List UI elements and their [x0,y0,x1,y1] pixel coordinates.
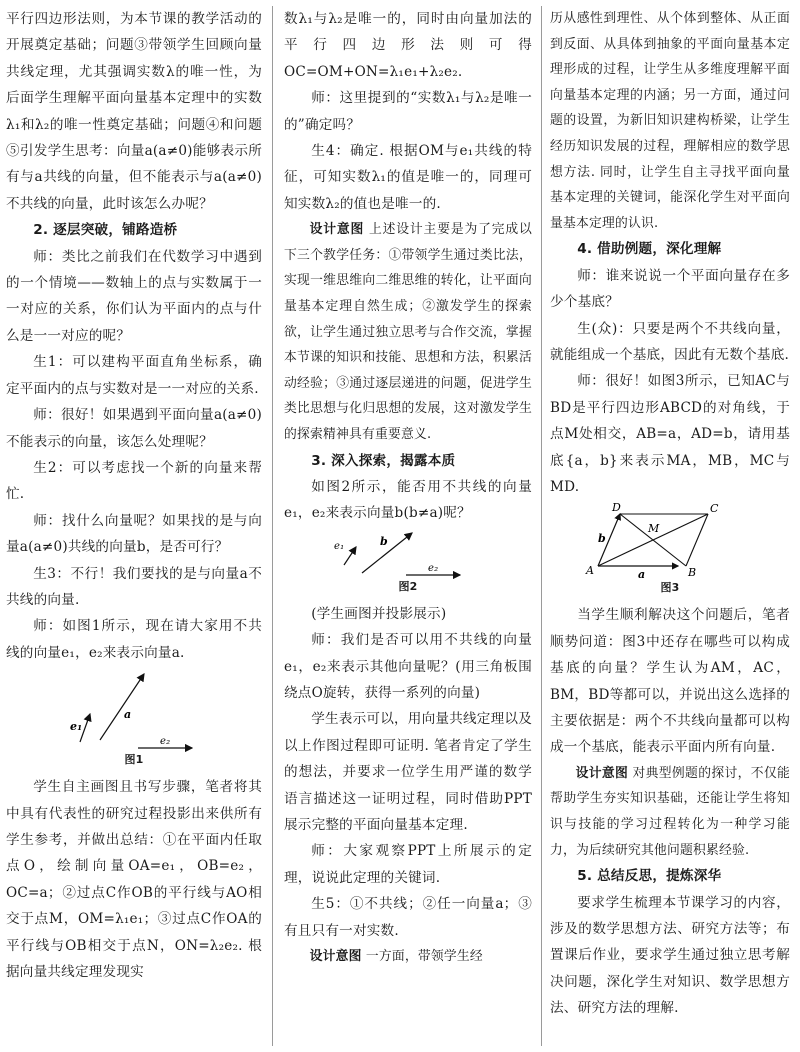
body-paragraph: 生3：不行！我们要找的是与向量a不共线的向量. [6,565,262,608]
figure-1 [6,668,262,768]
label-e1: e₁ [334,540,345,552]
body-paragraph: 要求学生梳理本节课学习的内容，涉及的数学思想方法、研究方法等；布置课后作业，要求学生通过独立思考解决问题，深化学生对知识、数学思想方法、研究方法的理解. [550,894,790,1017]
body-paragraph: 师：如图1所示，现在请大家用不共线的向量e₁，e₂来表示向量a. [6,618,262,661]
figure-2-caption: 图2 [398,579,418,593]
vector-e1 [344,547,356,565]
label-e2: e₂ [160,736,171,748]
design-intent-paragraph [550,761,790,863]
design-intent-paragraph [284,944,532,970]
body-paragraph: 生2：可以考虑找一个新的向量来帮忙. [6,459,262,503]
body-paragraph: 师：我们是否可以用不共线的向量e₁，e₂来表示其他向量呢？(用三角板围绕点O旋转，获得一系列的向量) [284,632,532,702]
label-B: B [688,566,697,580]
body-paragraph: 如图2所示，能否用不共线的向量e₁，e₂来表示向量b(b≠a)呢？ [284,479,532,522]
label-b: b [598,532,606,546]
column-divider-1 [272,6,273,1046]
body-paragraph: 师：谁来说说一个平面向量存在多少个基底？ [550,267,790,311]
label-A: A [586,564,595,578]
body-paragraph: 生4：确定. 根据OM与e₁共线的特征，可知实数λ₁的值是唯一的，同理可知实数λ₂的值也是唯一的. [284,143,532,212]
label-D: D [612,502,622,515]
section-heading: 5. 总结反思，提炼深华 [577,868,722,885]
label-M: M [648,522,660,536]
design-intent-text: 上述设计主要是为了完成以下三个教学任务：①带领学生通过类比法，实现一维思维向二维思维的转化，让平面向量基本定理自然生成；②激发学生的探索欲，让学生通过独立思考与合作交流，掌握本节课的知识和技能、思想和方法，积累活动经验；③通过逐层递进的问题，促进学生类比思想与化归思想的发展，这对激发学生的探索精神具有重要意义. [284,222,532,442]
side-bc [686,514,708,566]
label-b: b [380,534,388,548]
body-paragraph: 师：大家观察PPT上所展示的定理，说说此定理的关键词. [284,843,532,886]
label-a: a [638,568,646,581]
body-paragraph: 平行四边形法则，为本节课的教学活动的开展奠定基础；问题③带领学生回顾向量共线定理，尤其强调实数λ的唯一性，为后面学生理解平面向量基本定理中的实数λ₁和λ₂的唯一性奠定基础；问题④和问题⑤引发学生思考：向量a(a≠0)能够表示所有与a共线的向量，但不能表示与a(a≠0)不共线的向量，此时该怎么办呢？ [6,11,262,212]
label-a: a [124,708,132,722]
body-paragraph: 生(众)：只要是两个不共线向量，就能组成一个基底，因此有无数个基底. [550,320,790,363]
design-intent-label: 设计意图 [309,949,362,965]
section-heading: 3. 深入探索，揭露本质 [311,452,456,469]
label-C: C [710,502,719,516]
body-paragraph: 数λ₁与λ₂是唯一的，同时由向量加法的平行四边形法则可得OC=OM+ON=λ₁e₁+λ₂e₂. [284,11,532,80]
figure-1-diagram [6,668,262,752]
figure-2-diagram [284,529,532,579]
figure-2 [284,529,532,595]
vector-a [100,674,144,740]
body-paragraph: 学生表示可以，用向量共线定理以及以上作图过程即可证明. 笔者肯定了学生的想法，并要求一位学生用严谨的数学语言描述这一证明过程，同时借助PPT展示完整的平面向量基本定理. [284,711,532,834]
figure-3 [550,502,790,596]
body-paragraph: 师：很好！如果遇到平面向量a(a≠0)不能表示的向量，该怎么处理呢？ [6,407,262,450]
text-column-1 [6,6,262,985]
body-paragraph: 师：这里提到的“实数λ₁与λ₂是唯一的”确定吗？ [284,90,532,133]
body-paragraph: 师：很好！如图3所示，已知AC与BD是平行四边形ABCD的对角线，于点M处相交，AB=a，AD=b，请用基底{a，b}来表示MA，MB，MC与MD. [550,373,790,495]
design-intent-label: 设计意图 [575,765,629,781]
text-column-3 [550,6,790,1022]
body-paragraph: 学生自主画图且书写步骤，笔者将其中具有代表性的研究过程投影出来供所有学生参考，并做出总结：①在平面内任取点O，绘制向量OA=e₁，OB=e₂，OC=a；②过点C作OB的平行线与AO相交于点M，OM=λ₁e₁；③过点C作OA的平行线与OB相交于点N，ON=λ₂e₂. 根据向量共线定理发现实 [6,779,262,980]
column-divider-2 [541,6,542,1046]
figure-3-diagram [550,502,790,580]
design-intent-label: 设计意图 [309,222,365,238]
figure-1-caption: 图1 [124,753,144,767]
design-intent-text: 历从感性到理性、从个体到整体、从正面到反面、从具体到抽象的平面向量基本定理形成的过程，让学生从多维度理解平面向量基本定理的内涵；另一方面，通过问题的设置，为新旧知识建构桥梁，让学生经历知识发展的过程，理解相应的数学思想方法. 同时，让学生自主寻找平面向量基本定理的关键词，能深化学生对平面向量基本定理的认识. [550,11,790,231]
section-heading: 2. 逐层突破，铺路造桥 [33,222,178,239]
body-paragraph: 师：类比之前我们在代数学习中遇到的一个情境——数轴上的点与实数属于一一对应的关系，你们认为平面内的点与什么是一一对应的呢？ [6,248,262,344]
label-e2: e₂ [428,562,439,574]
body-paragraph: (学生画图并投影展示) [311,605,447,622]
body-paragraph: 生5：①不共线；②任一向量a；③有且只有一对实数. [284,896,532,939]
section-heading: 4. 借助例题，深化理解 [577,241,722,258]
body-paragraph: 生1：可以建构平面直角坐标系，确定平面内的点与实数对是一一对应的关系. [6,354,262,397]
body-paragraph: 师：找什么向量呢？如果找的是与向量a(a≠0)共线的向量b，是否可行？ [6,512,262,556]
design-intent-paragraph [284,217,532,447]
design-intent-text: 对典型例题的探讨，不仅能帮助学生夯实知识基础，还能让学生将知识与技能的学习过程转化为一种学习能力，为后续研究其他问题积累经验. [550,765,790,858]
figure-3-caption: 图3 [660,581,680,595]
label-e1: e₁ [70,720,83,734]
text-column-2 [284,6,532,970]
body-paragraph: 当学生顺利解决这个问题后，笔者顺势问道：图3中还存在哪些可以构成基底的向量？学生认为AM，AC，BM，BD等都可以，并说出这么选择的主要依据是：两个不共线向量都可以构成一个基底，能表示平面内所有向量. [550,607,790,756]
design-intent-paragraph [550,6,790,236]
design-intent-text: 一方面，带领学生经 [365,949,483,965]
